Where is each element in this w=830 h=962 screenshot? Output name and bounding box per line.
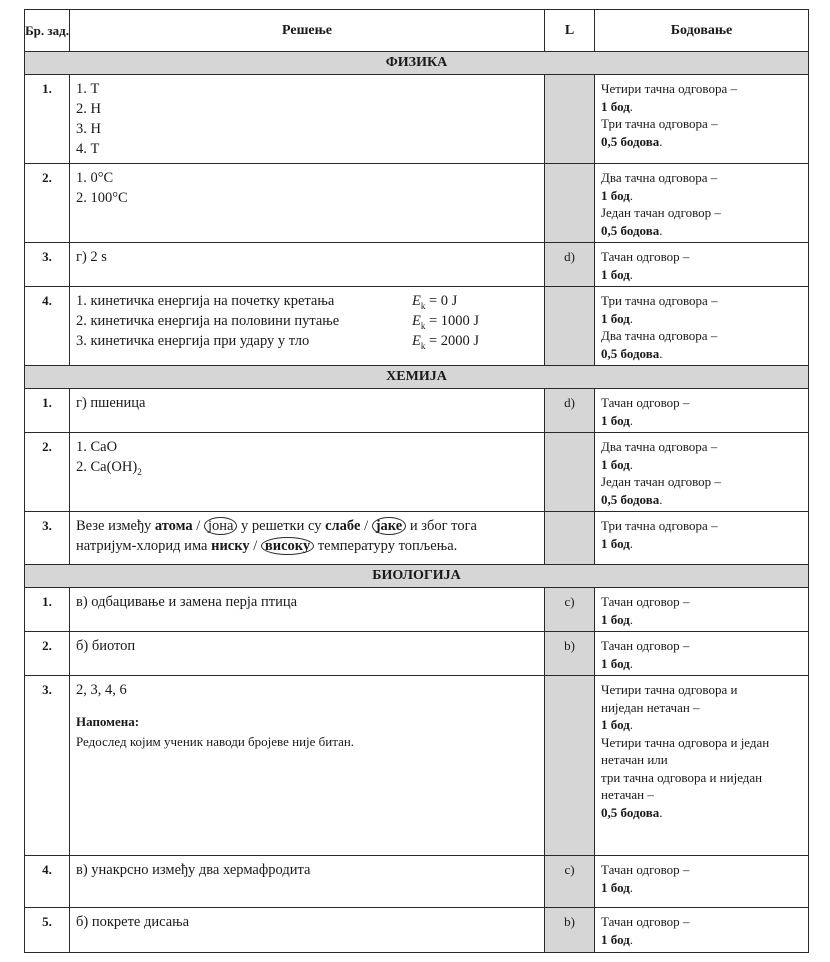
solution-line: в) унакрсно између два хермафродита (76, 862, 311, 878)
points: 0,5 бодова (601, 345, 660, 361)
energy-line (76, 311, 538, 331)
scoring-text: ниједан нетачан – (601, 699, 700, 715)
period: . (629, 266, 634, 282)
scoring-text: Три тачна одговора – (601, 293, 718, 308)
section-biology: БИОЛОГИЈА (25, 565, 809, 588)
circled-answer: високу (261, 537, 314, 555)
solution-line: 3. кинетичка енергија при удару у тло (76, 333, 310, 349)
question-number: 1. (25, 588, 70, 632)
note-text: Редослед којим ученик наводи бројеве није битан. (76, 734, 355, 749)
solution-cell (70, 676, 545, 856)
level-cell: d) (545, 389, 595, 433)
question-number: 1. (25, 75, 70, 164)
header-solution: Решење (70, 10, 545, 52)
question-number: 3. (25, 243, 70, 287)
points: 1 бод (601, 655, 630, 671)
scoring-cell (595, 908, 809, 953)
solution-line: 1. 0°C (76, 170, 114, 186)
scoring-text: нетачан или (601, 752, 668, 767)
energy-line (76, 291, 538, 311)
solution-line: 1. CaO (76, 439, 118, 455)
solution-line: б) биотоп (76, 638, 136, 654)
solution-line: 1. Т (76, 81, 100, 97)
solution-line: 4. Т (76, 141, 100, 157)
level-cell: b) (545, 632, 595, 676)
energy-symbol: E (412, 313, 421, 329)
formula-subscript: 2 (137, 466, 142, 477)
question-number: 2. (25, 632, 70, 676)
level-cell: c) (545, 856, 595, 908)
question-number: 5. (25, 908, 70, 953)
energy-subscript: k (420, 300, 426, 311)
period: . (629, 98, 634, 114)
note-title: Напомена: (76, 714, 140, 729)
energy-value (412, 331, 479, 356)
section-chemistry: ХЕМИЈА (25, 366, 809, 389)
question-number: 4. (25, 856, 70, 908)
points: 1 бод (601, 412, 630, 428)
period: . (629, 310, 634, 326)
scoring-cell (595, 164, 809, 243)
energy-symbol: E (412, 293, 421, 309)
solution-cell (70, 164, 545, 243)
circled-answer: јаке (372, 517, 407, 535)
solution-line: 2. 100°C (76, 190, 128, 206)
biology-q5-row (25, 908, 809, 953)
period: . (659, 133, 663, 149)
text: и због тога (406, 518, 477, 534)
points: 1 бод (601, 717, 630, 732)
period: . (629, 456, 634, 472)
solution-cell (70, 632, 545, 676)
scoring-cell (595, 75, 809, 164)
answer-key-table (24, 9, 809, 953)
scoring-text: Један тачан одговор – (601, 205, 721, 220)
question-number: 2. (25, 164, 70, 243)
period: . (659, 804, 663, 820)
energy-amount: = 0 J (428, 293, 458, 309)
points: 1 бод (601, 456, 630, 472)
points: 0,5 бодова (601, 133, 660, 149)
scoring-text: Четири тачна одговора – (601, 81, 737, 96)
points: 1 бод (601, 611, 630, 627)
energy-line (76, 331, 538, 351)
solution-cell (70, 75, 545, 164)
question-number: 3. (25, 512, 70, 565)
chemistry-q3-row (25, 512, 809, 565)
level-cell: c) (545, 588, 595, 632)
scoring-cell (595, 287, 809, 366)
scoring-text: Један тачан одговор – (601, 474, 721, 489)
answer-key-sheet (24, 9, 809, 953)
points: 1 бод (601, 535, 630, 551)
biology-q1-row (25, 588, 809, 632)
physics-q4-row (25, 287, 809, 366)
solution-line: 2. кинетичка енергија на половини путање (76, 313, 340, 329)
separator: / (360, 518, 372, 534)
formula: 2. Ca(OH) (76, 459, 138, 475)
solution-line: в) одбацивање и замена перја птица (76, 594, 298, 610)
scoring-text: нетачан – (601, 787, 654, 802)
period: . (629, 611, 634, 627)
energy-amount: = 2000 J (428, 333, 480, 349)
header-num: Бр. зад. (25, 10, 70, 52)
period: . (629, 717, 634, 732)
scoring-cell (595, 433, 809, 512)
scoring-text: три тачна одговора и ниједан (601, 769, 763, 785)
text: у решетки су (237, 518, 326, 534)
question-number: 2. (25, 433, 70, 512)
period: . (629, 931, 634, 947)
solution-cell (70, 243, 545, 287)
level-cell: d) (545, 243, 595, 287)
bold-option: атома (154, 518, 193, 534)
biology-q3-row (25, 676, 809, 856)
scoring-cell (595, 389, 809, 433)
header-l: L (545, 10, 595, 52)
solution-line (76, 536, 538, 556)
energy-subscript: k (420, 340, 426, 351)
points: 0,5 бодова (601, 491, 660, 507)
scoring-text: Тачан одговор – (601, 862, 690, 877)
solution-cell (70, 856, 545, 908)
solution-line: 2. Н (76, 101, 101, 117)
period: . (659, 345, 663, 361)
solution-line: б) покрете дисања (76, 914, 190, 930)
solution-line (76, 516, 538, 536)
scoring-text: Тачан одговор – (601, 249, 690, 264)
physics-q2-row (25, 164, 809, 243)
solution-cell (70, 287, 545, 366)
level-cell: b) (545, 908, 595, 953)
chemistry-q2-row (25, 433, 809, 512)
points: 1 бод (601, 266, 630, 282)
text: температуру топљења. (314, 538, 458, 554)
section-physics: ФИЗИКА (25, 52, 809, 75)
points: 1 бод (601, 310, 630, 326)
solution-line: г) пшеница (76, 395, 146, 411)
energy-amount: = 1000 J (428, 313, 480, 329)
solution-cell (70, 389, 545, 433)
scoring-text: Два тачна одговора – (601, 328, 718, 343)
solution-cell (70, 512, 545, 565)
scoring-text: Три тачна одговора – (601, 116, 718, 131)
scoring-cell (595, 243, 809, 287)
scoring-cell (595, 588, 809, 632)
biology-q2-row (25, 632, 809, 676)
question-number: 3. (25, 676, 70, 856)
solution-line: г) 2 s (76, 249, 107, 265)
scoring-cell (595, 512, 809, 565)
solution-cell (70, 908, 545, 953)
header-scoring: Бодовање (595, 10, 809, 52)
scoring-cell (595, 856, 809, 908)
period: . (629, 655, 634, 671)
period: . (659, 491, 663, 507)
scoring-text: Четири тачна одговора и (601, 682, 738, 697)
text: Везе између (76, 518, 155, 534)
scoring-text: Два тачна одговора – (601, 439, 718, 454)
period: . (629, 187, 634, 203)
physics-q1-row (25, 75, 809, 164)
period: . (629, 412, 634, 428)
separator: / (192, 518, 204, 534)
biology-q4-row (25, 856, 809, 908)
question-number: 4. (25, 287, 70, 366)
text: натријум-хлорид има (76, 538, 212, 554)
solution-line: 1. кинетичка енергија на почетку кретања (76, 293, 335, 309)
solution-line: 3. Н (76, 121, 101, 137)
period: . (659, 222, 663, 238)
solution-cell (70, 588, 545, 632)
points: 1 бод (601, 931, 630, 947)
bold-option: слабе (325, 518, 361, 534)
solution-cell (70, 433, 545, 512)
scoring-cell (595, 632, 809, 676)
chemistry-q1-row (25, 389, 809, 433)
question-number: 1. (25, 389, 70, 433)
points: 1 бод (601, 98, 630, 114)
physics-q3-row (25, 243, 809, 287)
scoring-text: Тачан одговор – (601, 638, 690, 653)
period: . (629, 879, 634, 895)
energy-symbol: E (412, 333, 421, 349)
level-cell (545, 75, 595, 164)
solution-line (76, 457, 538, 482)
scoring-text: Тачан одговор – (601, 395, 690, 410)
level-cell (545, 433, 595, 512)
scoring-text: Четири тачна одговора и један (601, 734, 770, 750)
points: 1 бод (601, 187, 630, 203)
level-cell (545, 287, 595, 366)
scoring-text: Два тачна одговора – (601, 170, 718, 185)
points: 0,5 бодова (601, 222, 660, 238)
scoring-text: Тачан одговор – (601, 914, 690, 929)
level-cell (545, 676, 595, 856)
level-cell (545, 512, 595, 565)
separator: / (249, 538, 261, 554)
points: 0,5 бодова (601, 804, 660, 820)
scoring-cell (595, 676, 809, 856)
header-row (25, 10, 809, 52)
scoring-text: Три тачна одговора – (601, 518, 718, 533)
energy-subscript: k (420, 320, 426, 331)
period: . (629, 535, 634, 551)
bold-option: ниску (211, 538, 250, 554)
scoring-text: Тачан одговор – (601, 594, 690, 609)
circled-answer: јона (204, 517, 237, 535)
level-cell (545, 164, 595, 243)
solution-line: 2, 3, 4, 6 (76, 682, 127, 698)
points: 1 бод (601, 879, 630, 895)
